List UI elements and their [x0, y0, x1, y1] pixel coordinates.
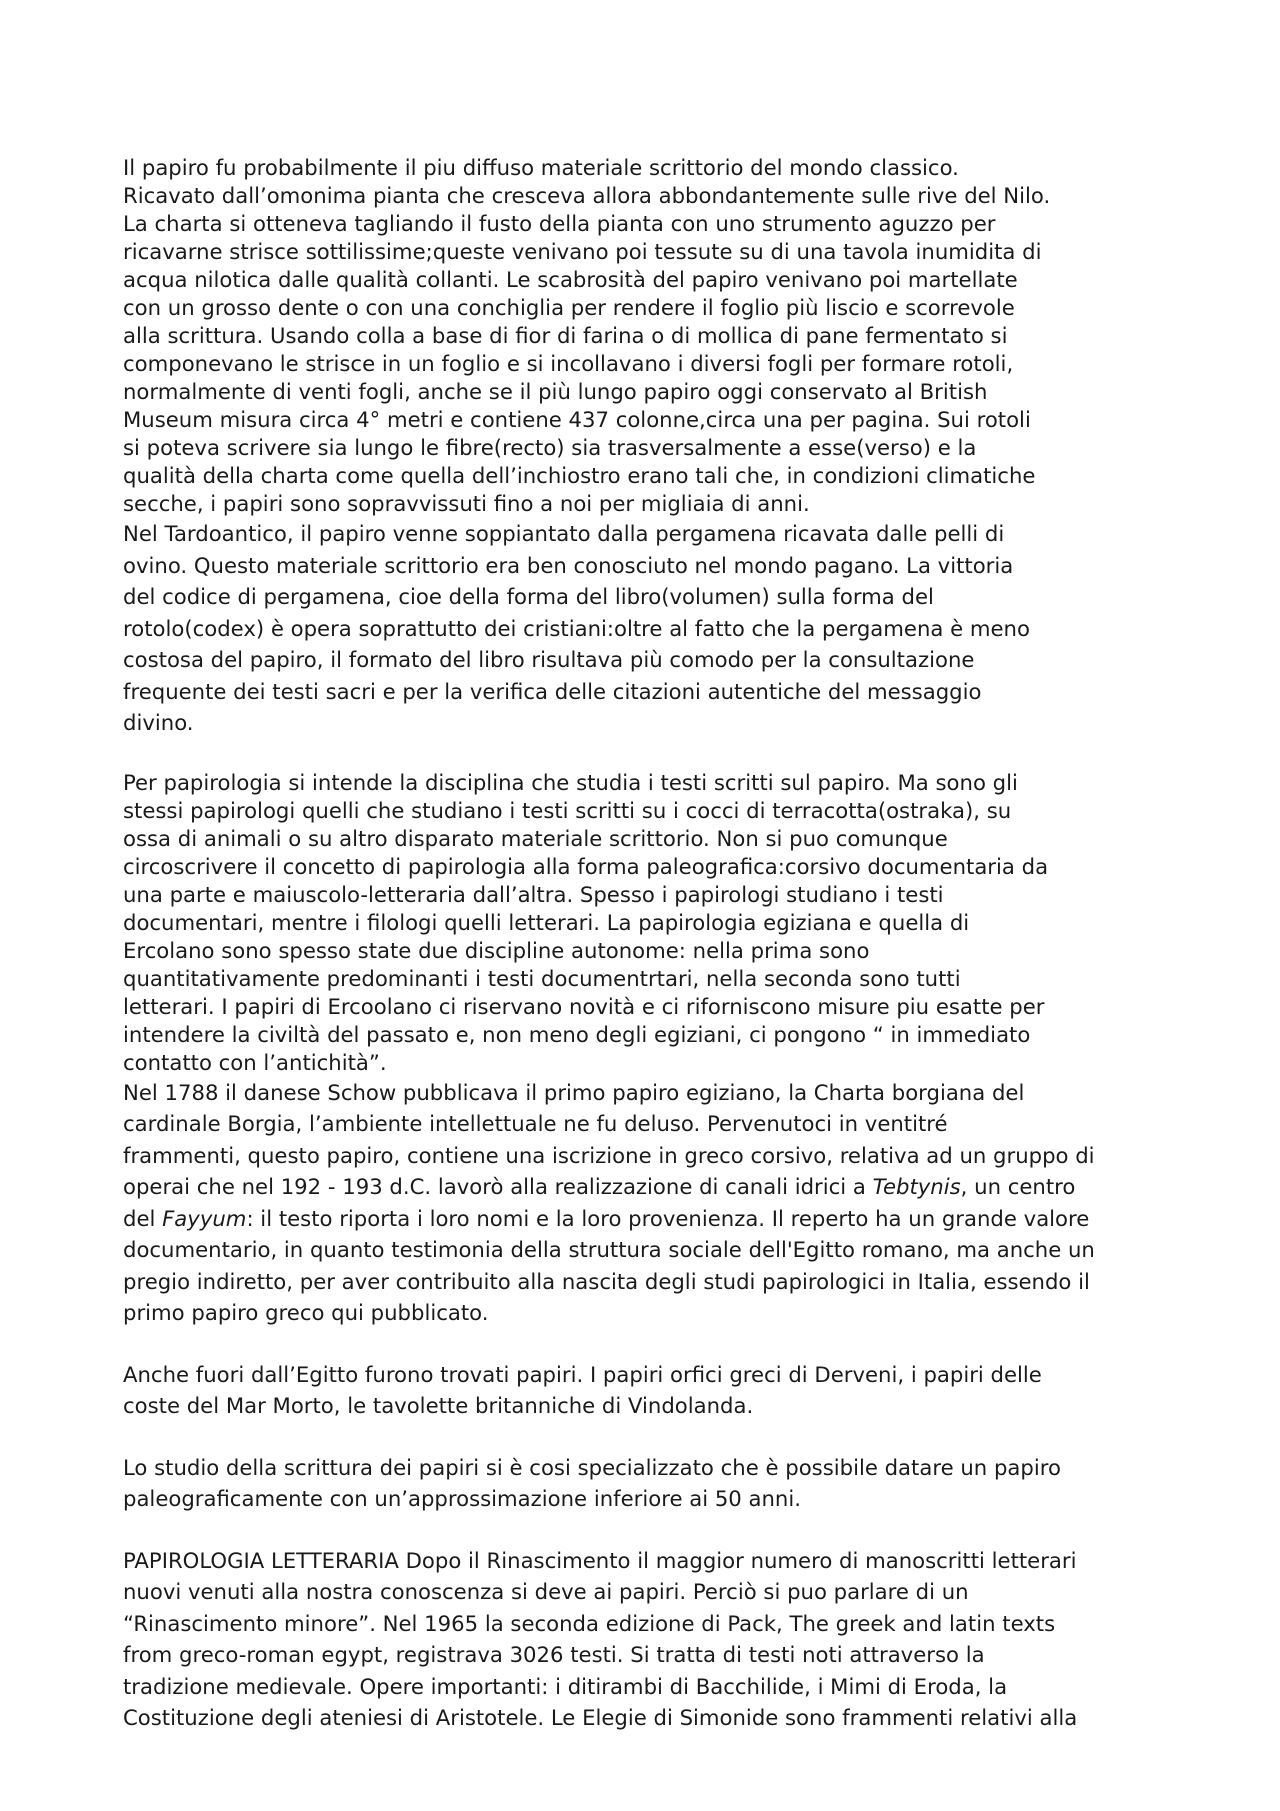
paragraph-spacer — [123, 1422, 1173, 1452]
paragraph — [123, 1077, 1173, 1329]
text-line — [123, 1171, 1173, 1203]
text-line: nuovi venuti alla nostra conoscenza si deve ai papiri. Perciò si puo parlare di un — [123, 1579, 969, 1604]
text-segment: : il testo riporta i loro nomi e la loro provenienza. Il reperto ha un grande valore — [246, 1205, 1090, 1231]
text-line: paleograficamente con un’approssimazione inferiore ai 50 anni. — [123, 1486, 801, 1511]
text-segment: , un centro — [960, 1174, 1076, 1199]
text-line: frequente dei testi sacri e per la verifica delle citazioni autentiche del messaggio — [123, 678, 982, 704]
text-segment: operai che nel 192 - 193 d.C. lavorò alla realizzazione di canali idrici a — [123, 1174, 873, 1199]
text-line: qualità della charta come quella dell’inchiostro erano tali che, in condizioni climatiche — [123, 463, 1036, 488]
text-line: una parte e maiuscolo-letteraria dall’altra. Spesso i papirologi studiano i testi — [123, 881, 944, 907]
text-line: Ricavato dall’omonima pianta che cresceva allora abbondantemente sulle rive del Nilo. — [123, 183, 1051, 208]
paragraph — [123, 1359, 1173, 1422]
text-line: Museum misura circa 4° metri e contiene 437 colonne,circa una per pagina. Sui rotoli — [123, 407, 1031, 432]
text-line: quantitativamente predominanti i testi documentrtari, nella seconda sono tutti — [123, 965, 961, 991]
paragraph-spacer — [123, 1329, 1173, 1359]
text-line: componevano le strisce in un foglio e si incollavano i diversi fogli per formare rotoli, — [123, 351, 1014, 376]
text-line: coste del Mar Morto, le tavolette britanniche di Vindolanda. — [123, 1393, 754, 1418]
paragraph — [123, 1452, 1173, 1515]
text-line: divino. — [123, 710, 194, 735]
text-line: si poteva scrivere sia lungo le fibre(recto) sia trasversalmente a esse(verso) e la — [123, 435, 977, 460]
text-line: rotolo(codex) è opera soprattutto dei cristiani:oltre al fatto che la pergamena è meno — [123, 615, 1030, 641]
text-column — [123, 154, 1173, 1734]
text-line: contatto con l’antichità”. — [123, 1049, 387, 1075]
text-line: alla scrittura. Usando colla a base di fior di farina o di mollica di pane fermentato si — [123, 323, 1008, 348]
text-line: ossa di animali o su altro disparato materiale scrittorio. Non si puo comunque — [123, 825, 948, 851]
text-line: del codice di pergamena, cioe della forma del libro(volumen) sulla forma del — [123, 584, 934, 609]
text-line: secche, i papiri sono sopravvissuti fino a noi per migliaia di anni. — [123, 491, 810, 516]
paragraph-spacer — [123, 739, 1173, 769]
text-line: intendere la civiltà del passato e, non meno degli egiziani, ci pongono “ in immediato — [123, 1021, 1031, 1047]
paragraph-spacer — [123, 1515, 1173, 1545]
text-line: Nel Tardoantico, il papiro venne soppiantato dalla pergamena ricavata dalle pelli di — [123, 521, 1005, 546]
text-line: Nel 1788 il danese Schow pubblicava il primo papiro egiziano, la Charta borgiana del — [123, 1079, 1025, 1105]
text-line: Anche fuori dall’Egitto furono trovati papiri. I papiri orfici greci di Derveni, i papiri delle — [123, 1361, 1042, 1387]
text-line: costosa del papiro, il formato del libro risultava più comodo per la consultazione — [123, 647, 975, 672]
text-segment: del — [123, 1205, 163, 1231]
text-line: La charta si otteneva tagliando il fusto della pianta con uno strumento aguzzo per — [123, 211, 996, 236]
text-line: Per papirologia si intende la disciplina che studia i testi scritti sul papiro. Ma sono gli — [123, 769, 1018, 795]
text-line: letterari. I papiri di Ercoolano ci riservano novità e ci riforniscono misure piu esatte per — [123, 993, 1045, 1019]
text-line: stessi papirologi quelli che studiano i testi scritti su i cocci di terracotta(ostraka), su — [123, 797, 1012, 823]
paragraph — [123, 769, 1173, 1077]
text-line: normalmente di venti fogli, anche se il più lungo papiro oggi conservato al British — [123, 379, 988, 404]
text-line: primo papiro greco qui pubblicato. — [123, 1300, 489, 1325]
paragraph — [123, 1545, 1173, 1734]
paragraph — [123, 154, 1173, 518]
italic-term: Tebtynis — [872, 1174, 961, 1199]
text-line — [123, 1203, 1173, 1235]
text-line: cardinale Borgia, l’ambiente intellettuale ne fu deluso. Pervenutoci in ventitré — [123, 1111, 948, 1136]
text-line: ricavarne strisce sottilissime;queste venivano poi tessute su di una tavola inumidita di — [123, 239, 1042, 264]
italic-term: Fayyum — [162, 1205, 247, 1231]
text-line: “Rinascimento minore”. Nel 1965 la seconda edizione di Pack, The greek and latin texts — [123, 1610, 1056, 1636]
text-line: Lo studio della scrittura dei papiri si è cosi specializzato che è possibile datare un papiro — [123, 1454, 1061, 1480]
text-line: PAPIROLOGIA LETTERARIA Dopo il Rinascimento il maggior numero di manoscritti letterari — [123, 1547, 1077, 1573]
text-line: from greco-roman egypt, registrava 3026 testi. Si tratta di testi noti attraverso la — [123, 1642, 985, 1667]
text-line: circoscrivere il concetto di papirologia alla forma paleografica:corsivo documentaria da — [123, 853, 1049, 879]
text-line: documentario, in quanto testimonia della struttura sociale dell'Egitto romano, ma anche un — [123, 1237, 1095, 1262]
text-line: Il papiro fu probabilmente il piu diffuso materiale scrittorio del mondo classico. — [123, 155, 959, 180]
text-line: documentari, mentre i filologi quelli letterari. La papirologia egiziana e quella di — [123, 909, 970, 935]
text-line: con un grosso dente o con una conchiglia per rendere il foglio più liscio e scorrevole — [123, 295, 1015, 320]
text-line: pregio indiretto, per aver contribuito alla nascita degli studi papirologici in Italia, essendo il — [123, 1268, 1090, 1294]
text-line: tradizione medievale. Opere importanti: i ditirambi di Bacchilide, i Mimi di Eroda, la — [123, 1673, 1008, 1699]
paragraph — [123, 518, 1173, 739]
text-line: ovino. Questo materiale scrittorio era ben conosciuto nel mondo pagano. La vittoria — [123, 552, 1014, 578]
text-line: Costituzione degli ateniesi di Aristotele. Le Elegie di Simonide sono frammenti relativi alla — [123, 1705, 1078, 1730]
text-line: frammenti, questo papiro, contiene una iscrizione in greco corsivo, relativa ad un gruppo di — [123, 1142, 1095, 1168]
text-line: Ercolano sono spesso state due discipline autonome: nella prima sono — [123, 937, 870, 963]
text-line: acqua nilotica dalle qualità collanti. Le scabrosità del papiro venivano poi martellate — [123, 267, 1018, 292]
